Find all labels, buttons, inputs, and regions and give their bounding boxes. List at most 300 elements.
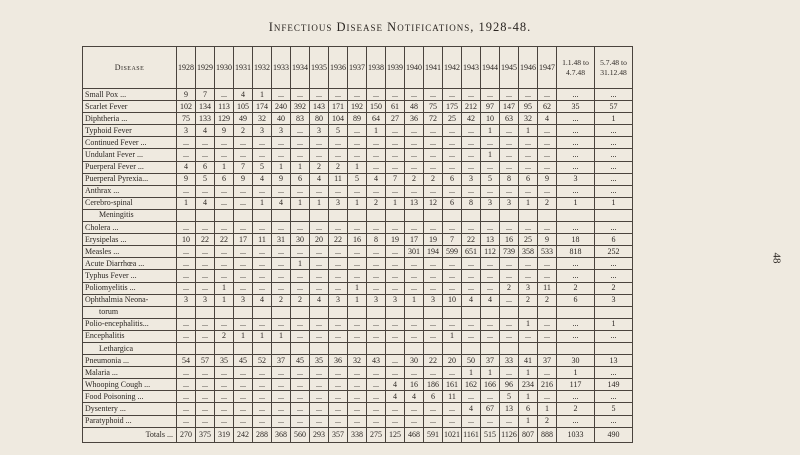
count-cell <box>538 306 557 318</box>
count-cell <box>481 306 500 318</box>
count-cell: 9 <box>177 173 196 185</box>
count-cell: ... <box>367 89 386 101</box>
count-cell: 9 <box>272 173 291 185</box>
count-cell: ... <box>481 137 500 149</box>
count-cell: ... <box>500 367 519 379</box>
count-cell: 166 <box>481 379 500 391</box>
count-cell <box>291 209 310 221</box>
count-cell: ... <box>443 137 462 149</box>
count-cell: ... <box>348 367 367 379</box>
count-cell: ... <box>196 282 215 294</box>
count-cell: ... <box>443 161 462 173</box>
count-cell: ... <box>234 149 253 161</box>
count-cell: ... <box>462 185 481 197</box>
count-cell: 1 <box>519 318 538 330</box>
table-row <box>83 185 633 197</box>
count-cell: 4 <box>253 294 272 306</box>
disease-name-cell: Typhus Fever ... <box>83 270 177 282</box>
count-cell <box>462 306 481 318</box>
count-cell <box>500 209 519 221</box>
count-cell <box>272 306 291 318</box>
count-cell: 35 <box>310 355 329 367</box>
count-cell: 7 <box>386 173 405 185</box>
count-cell: 63 <box>500 113 519 125</box>
count-cell: ... <box>481 185 500 197</box>
count-cell: ... <box>500 161 519 173</box>
count-cell: 3 <box>196 294 215 306</box>
disease-name-cell: Paratyphoid ... <box>83 415 177 427</box>
count-cell: ... <box>386 282 405 294</box>
count-cell: 234 <box>519 379 538 391</box>
count-cell: ... <box>310 379 329 391</box>
count-cell: 2 <box>519 294 538 306</box>
count-cell: 4 <box>538 113 557 125</box>
count-cell: ... <box>538 330 557 342</box>
count-cell: ... <box>196 137 215 149</box>
count-cell: ... <box>443 282 462 294</box>
count-cell: ... <box>272 282 291 294</box>
count-cell: ... <box>595 222 633 234</box>
count-cell: 3 <box>329 197 348 209</box>
header-year: 1947 <box>538 47 557 89</box>
count-cell: ... <box>538 318 557 330</box>
count-cell: ... <box>329 149 348 161</box>
count-cell: 1 <box>291 258 310 270</box>
count-cell: 11 <box>253 234 272 246</box>
count-cell: ... <box>367 258 386 270</box>
count-cell: ... <box>348 415 367 427</box>
count-cell: ... <box>481 282 500 294</box>
count-cell: 3 <box>329 294 348 306</box>
count-cell <box>367 209 386 221</box>
count-cell: 3 <box>272 125 291 137</box>
count-cell: ... <box>481 318 500 330</box>
count-cell: 3 <box>234 294 253 306</box>
count-cell <box>424 342 443 354</box>
count-cell: ... <box>329 330 348 342</box>
count-cell <box>405 306 424 318</box>
count-cell <box>329 306 348 318</box>
count-cell: 591 <box>424 427 443 442</box>
disease-name-cell: Small Pox ... <box>83 89 177 101</box>
count-cell: ... <box>557 113 595 125</box>
count-cell: 32 <box>519 113 538 125</box>
header-year: 1945 <box>500 47 519 89</box>
count-cell: 1 <box>253 89 272 101</box>
count-cell: ... <box>234 137 253 149</box>
count-cell: 3 <box>310 125 329 137</box>
count-cell <box>177 306 196 318</box>
count-cell: 64 <box>367 113 386 125</box>
count-cell: 9 <box>177 89 196 101</box>
count-cell: 35 <box>557 101 595 113</box>
count-cell: 1033 <box>557 427 595 442</box>
disease-name-cell: Measles ... <box>83 246 177 258</box>
count-cell <box>348 209 367 221</box>
count-cell: 5 <box>595 403 633 415</box>
count-cell: 9 <box>234 173 253 185</box>
header-year: 1930 <box>215 47 234 89</box>
count-cell: 30 <box>557 355 595 367</box>
count-cell <box>291 306 310 318</box>
count-cell: ... <box>177 318 196 330</box>
count-cell: 6 <box>215 173 234 185</box>
disease-name-cell: Puerperal Fever ... <box>83 161 177 173</box>
count-cell: ... <box>500 318 519 330</box>
count-cell: 9 <box>538 173 557 185</box>
count-cell <box>386 306 405 318</box>
count-cell: ... <box>177 403 196 415</box>
disease-name-cell: Lethargica <box>83 342 177 354</box>
count-cell: ... <box>215 367 234 379</box>
header-year: 1946 <box>519 47 538 89</box>
count-cell: ... <box>234 222 253 234</box>
count-cell: ... <box>272 89 291 101</box>
count-cell: 3 <box>177 294 196 306</box>
count-cell: ... <box>462 318 481 330</box>
count-cell: ... <box>329 222 348 234</box>
count-cell: ... <box>272 222 291 234</box>
count-cell: 6 <box>557 294 595 306</box>
count-cell: ... <box>424 318 443 330</box>
count-cell: ... <box>386 330 405 342</box>
count-cell: 16 <box>348 234 367 246</box>
count-cell: ... <box>481 161 500 173</box>
count-cell: 80 <box>310 113 329 125</box>
disease-name-cell: Undulant Fever ... <box>83 149 177 161</box>
count-cell: ... <box>291 89 310 101</box>
count-cell: 4 <box>196 125 215 137</box>
count-cell: ... <box>538 258 557 270</box>
count-cell: 515 <box>481 427 500 442</box>
table-row <box>83 355 633 367</box>
count-cell: ... <box>386 258 405 270</box>
count-cell: ... <box>215 222 234 234</box>
count-cell: 36 <box>329 355 348 367</box>
count-cell: ... <box>291 403 310 415</box>
count-cell: 8 <box>367 234 386 246</box>
count-cell: ... <box>386 125 405 137</box>
count-cell: ... <box>519 89 538 101</box>
count-cell: ... <box>291 318 310 330</box>
count-cell: 40 <box>272 113 291 125</box>
count-cell: ... <box>519 137 538 149</box>
count-cell: 4 <box>462 403 481 415</box>
count-cell: ... <box>253 282 272 294</box>
count-cell: 2 <box>538 197 557 209</box>
count-cell: ... <box>481 270 500 282</box>
count-cell: 1 <box>291 197 310 209</box>
count-cell <box>424 306 443 318</box>
disease-name-cell: Pneumonia ... <box>83 355 177 367</box>
count-cell: 1 <box>519 391 538 403</box>
count-cell <box>177 209 196 221</box>
count-cell: 41 <box>519 355 538 367</box>
count-cell: ... <box>443 258 462 270</box>
count-cell: 4 <box>386 391 405 403</box>
header-year: 1937 <box>348 47 367 89</box>
count-cell: ... <box>177 222 196 234</box>
count-cell <box>348 306 367 318</box>
count-cell: ... <box>386 355 405 367</box>
count-cell: 37 <box>538 355 557 367</box>
count-cell: ... <box>329 270 348 282</box>
count-cell: ... <box>234 197 253 209</box>
count-cell: ... <box>367 403 386 415</box>
count-cell: ... <box>272 415 291 427</box>
count-cell: ... <box>538 222 557 234</box>
count-cell: 1 <box>272 161 291 173</box>
count-cell: ... <box>291 330 310 342</box>
count-cell: 3 <box>500 197 519 209</box>
count-cell: 4 <box>177 161 196 173</box>
count-cell: ... <box>253 367 272 379</box>
count-cell: ... <box>196 222 215 234</box>
count-cell: 7 <box>234 161 253 173</box>
count-cell: ... <box>177 415 196 427</box>
count-cell: ... <box>196 149 215 161</box>
count-cell: 4 <box>310 294 329 306</box>
count-cell: ... <box>310 330 329 342</box>
count-cell: 20 <box>443 355 462 367</box>
count-cell: 1 <box>310 197 329 209</box>
header-year: 1941 <box>424 47 443 89</box>
count-cell <box>234 306 253 318</box>
count-cell: ... <box>367 282 386 294</box>
count-cell: ... <box>291 125 310 137</box>
count-cell: ... <box>595 89 633 101</box>
count-cell <box>557 306 595 318</box>
count-cell: 2 <box>367 197 386 209</box>
count-cell: ... <box>196 258 215 270</box>
count-cell: ... <box>424 258 443 270</box>
count-cell <box>443 209 462 221</box>
header-year: 1936 <box>329 47 348 89</box>
count-cell: ... <box>234 185 253 197</box>
count-cell: 62 <box>538 101 557 113</box>
count-cell <box>310 306 329 318</box>
count-cell: ... <box>196 367 215 379</box>
count-cell: ... <box>405 270 424 282</box>
count-cell: ... <box>253 185 272 197</box>
count-cell: 174 <box>253 101 272 113</box>
count-cell: 22 <box>215 234 234 246</box>
table-row <box>83 427 633 442</box>
count-cell: 36 <box>405 113 424 125</box>
count-cell: ... <box>291 149 310 161</box>
count-cell: ... <box>196 246 215 258</box>
count-cell: 48 <box>405 101 424 113</box>
count-cell: 143 <box>310 101 329 113</box>
count-cell: ... <box>405 367 424 379</box>
count-cell: ... <box>272 270 291 282</box>
count-cell: 1 <box>348 197 367 209</box>
count-cell: 95 <box>519 101 538 113</box>
count-cell: ... <box>196 270 215 282</box>
count-cell: ... <box>310 367 329 379</box>
count-cell: ... <box>386 185 405 197</box>
notifications-table <box>82 46 633 443</box>
count-cell: ... <box>557 185 595 197</box>
count-cell <box>500 342 519 354</box>
header-year: 1940 <box>405 47 424 89</box>
count-cell: 133 <box>196 113 215 125</box>
count-cell: 18 <box>557 234 595 246</box>
count-cell: ... <box>348 246 367 258</box>
count-cell: ... <box>329 391 348 403</box>
count-cell: ... <box>462 330 481 342</box>
count-cell: ... <box>272 318 291 330</box>
count-cell: 2 <box>310 161 329 173</box>
page-number: 48 <box>770 252 783 264</box>
count-cell: ... <box>557 270 595 282</box>
count-cell: ... <box>500 137 519 149</box>
count-cell: ... <box>405 403 424 415</box>
count-cell: ... <box>424 89 443 101</box>
count-cell: 1 <box>481 367 500 379</box>
count-cell: ... <box>310 270 329 282</box>
count-cell: 2 <box>538 415 557 427</box>
count-cell: ... <box>291 391 310 403</box>
count-cell: ... <box>519 270 538 282</box>
table-row <box>83 306 633 318</box>
count-cell: 1 <box>348 294 367 306</box>
count-cell: 112 <box>481 246 500 258</box>
header-year: 1943 <box>462 47 481 89</box>
count-cell: ... <box>215 318 234 330</box>
count-cell: 22 <box>196 234 215 246</box>
count-cell: ... <box>519 258 538 270</box>
count-cell: 242 <box>234 427 253 442</box>
page-title: Infectious Disease Notifications, 1928-48. <box>268 20 532 34</box>
count-cell: 150 <box>367 101 386 113</box>
count-cell: 50 <box>462 355 481 367</box>
count-cell: 42 <box>462 113 481 125</box>
count-cell: ... <box>291 415 310 427</box>
count-cell: 129 <box>215 113 234 125</box>
count-cell: 1 <box>215 294 234 306</box>
count-cell: 2 <box>595 282 633 294</box>
count-cell: ... <box>177 379 196 391</box>
count-cell <box>215 306 234 318</box>
count-cell: ... <box>557 330 595 342</box>
count-cell: 75 <box>424 101 443 113</box>
count-cell: 1 <box>519 415 538 427</box>
count-cell: ... <box>177 330 196 342</box>
count-cell: 6 <box>443 173 462 185</box>
table-row <box>83 161 633 173</box>
count-cell: ... <box>272 258 291 270</box>
count-cell: 97 <box>481 101 500 113</box>
count-cell <box>272 342 291 354</box>
count-cell: ... <box>253 149 272 161</box>
count-cell: ... <box>443 318 462 330</box>
count-cell: ... <box>405 161 424 173</box>
count-cell: 52 <box>253 355 272 367</box>
count-cell: ... <box>424 282 443 294</box>
count-cell: 2 <box>291 294 310 306</box>
disease-name-cell: Polio-encephalitis... <box>83 318 177 330</box>
count-cell: 37 <box>272 355 291 367</box>
count-cell: 162 <box>462 379 481 391</box>
header-year: 1944 <box>481 47 500 89</box>
count-cell: 89 <box>348 113 367 125</box>
count-cell: 599 <box>443 246 462 258</box>
count-cell: ... <box>234 318 253 330</box>
header-year: 1938 <box>367 47 386 89</box>
count-cell: 4 <box>367 173 386 185</box>
table-row <box>83 234 633 246</box>
table-row <box>83 258 633 270</box>
count-cell: 1 <box>367 125 386 137</box>
count-cell <box>196 342 215 354</box>
count-cell: ... <box>291 185 310 197</box>
table-row <box>83 101 633 113</box>
count-cell: ... <box>272 137 291 149</box>
count-cell: 4 <box>481 294 500 306</box>
count-cell <box>253 342 272 354</box>
count-cell: 17 <box>405 234 424 246</box>
count-cell: 5 <box>253 161 272 173</box>
count-cell: 4 <box>253 173 272 185</box>
header-year: 1942 <box>443 47 462 89</box>
count-cell: ... <box>272 367 291 379</box>
count-cell: ... <box>443 222 462 234</box>
table-row <box>83 209 633 221</box>
table-row <box>83 246 633 258</box>
count-cell: ... <box>234 246 253 258</box>
count-cell: ... <box>595 330 633 342</box>
count-cell: 357 <box>329 427 348 442</box>
count-cell: ... <box>234 391 253 403</box>
count-cell: ... <box>386 246 405 258</box>
count-cell: ... <box>424 222 443 234</box>
count-cell: ... <box>310 246 329 258</box>
count-cell: 22 <box>329 234 348 246</box>
count-cell: ... <box>405 89 424 101</box>
count-cell: 4 <box>310 173 329 185</box>
count-cell: 2 <box>424 173 443 185</box>
count-cell: 4 <box>386 379 405 391</box>
count-cell: ... <box>253 379 272 391</box>
count-cell <box>538 342 557 354</box>
count-cell: ... <box>405 137 424 149</box>
count-cell: 1 <box>253 197 272 209</box>
count-cell: ... <box>177 185 196 197</box>
count-cell: 1 <box>234 330 253 342</box>
count-cell: ... <box>462 161 481 173</box>
count-cell: ... <box>348 149 367 161</box>
count-cell: 32 <box>348 355 367 367</box>
disease-name-cell: Cholera ... <box>83 222 177 234</box>
count-cell: 13 <box>481 234 500 246</box>
count-cell: 1 <box>272 330 291 342</box>
count-cell: ... <box>481 258 500 270</box>
count-cell: ... <box>443 125 462 137</box>
count-cell: ... <box>405 222 424 234</box>
count-cell <box>481 209 500 221</box>
table-row <box>83 173 633 185</box>
count-cell: ... <box>310 258 329 270</box>
count-cell <box>462 342 481 354</box>
count-cell: 1 <box>519 125 538 137</box>
count-cell: ... <box>291 222 310 234</box>
count-cell <box>595 209 633 221</box>
count-cell: ... <box>234 367 253 379</box>
count-cell <box>234 209 253 221</box>
count-cell: ... <box>177 270 196 282</box>
count-cell: ... <box>329 137 348 149</box>
